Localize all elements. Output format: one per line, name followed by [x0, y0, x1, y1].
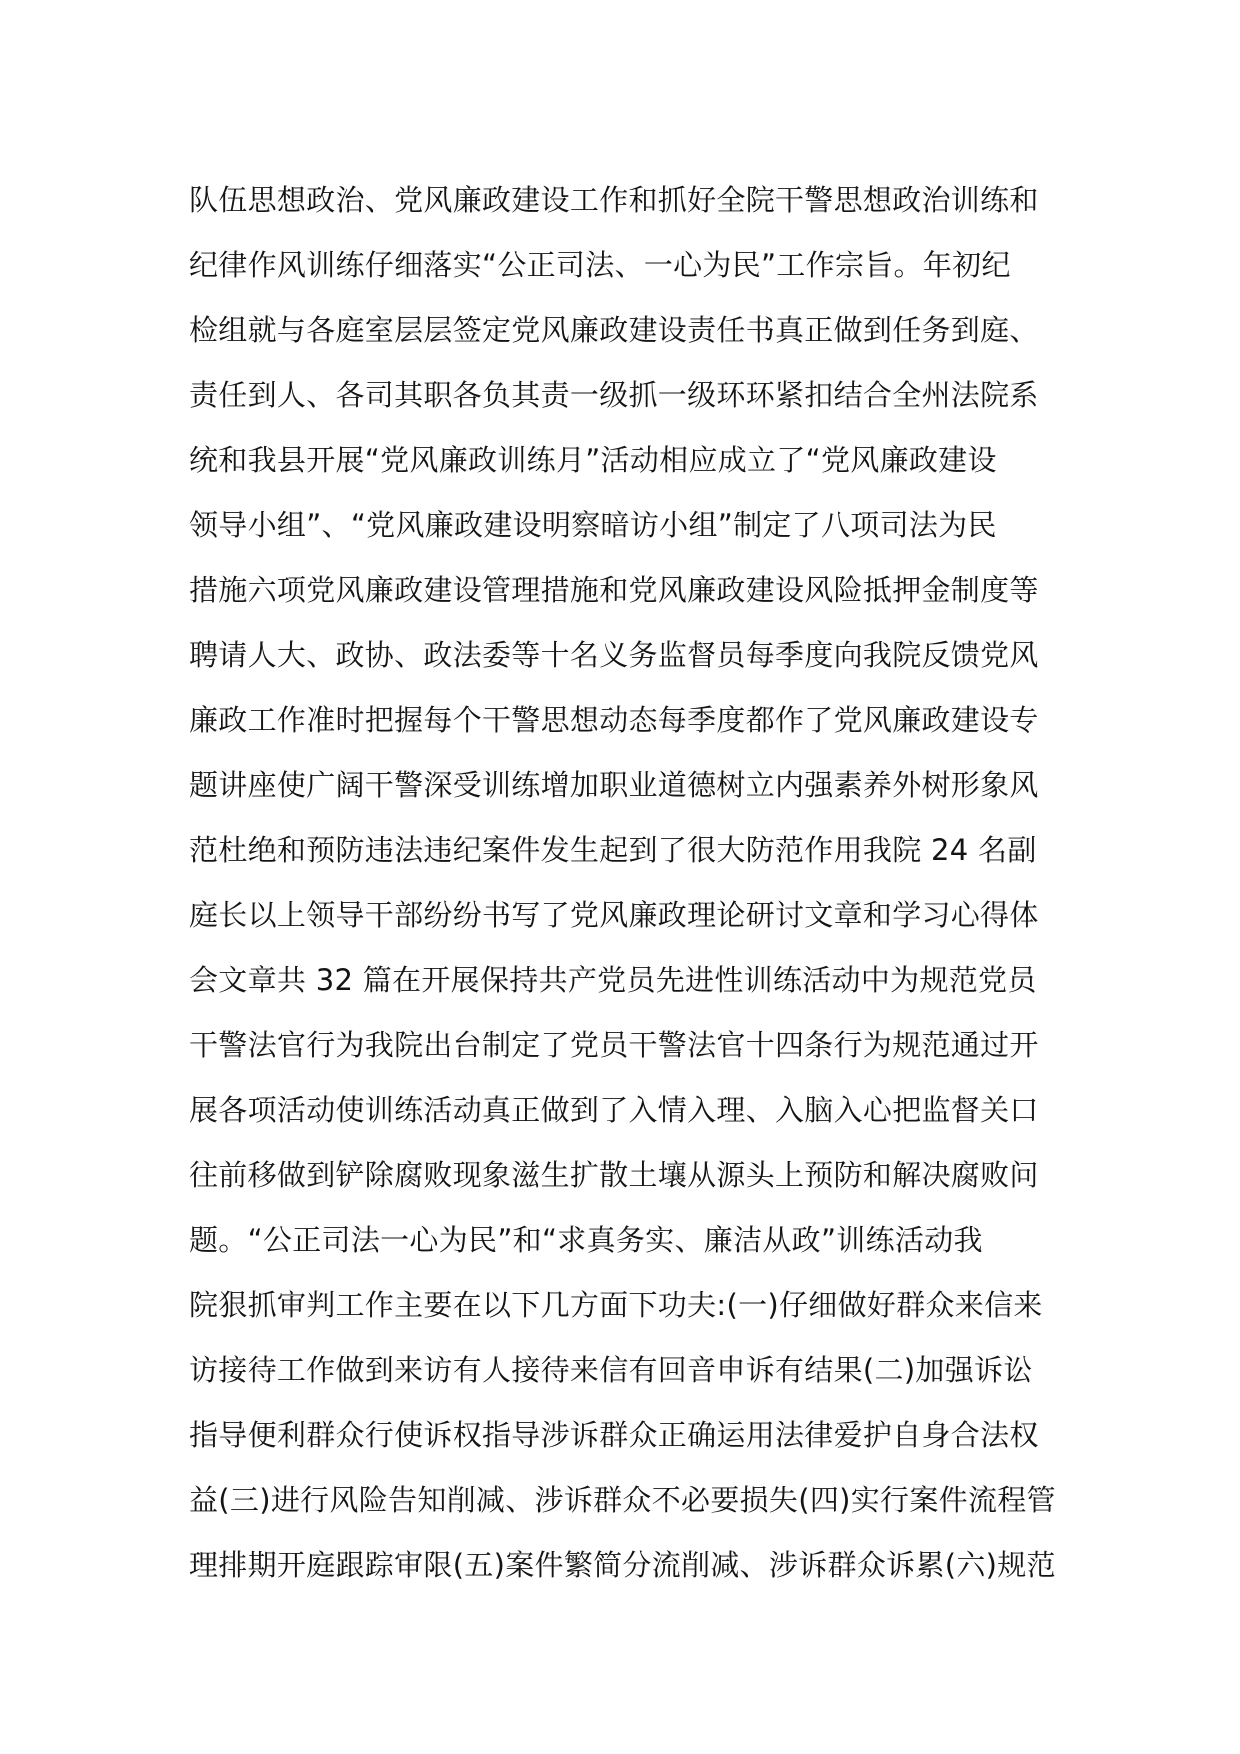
text-line: 领导小组”、“党风廉政建设明察暗访小组”制定了八项司法为民	[189, 508, 997, 542]
text-line: 队伍思想政治、党风廉政建设工作和抓好全院干警思想政治训练和	[189, 183, 1039, 217]
text-line: 指导便利群众行使诉权指导涉诉群众正确运用法律爱护自身合法权	[189, 1418, 1039, 1452]
text-line: 展各项活动使训练活动真正做到了入情入理、入脑入心把监督关口	[189, 1093, 1039, 1127]
text-line: 纪律作风训练仔细落实“公正司法、一心为民”工作宗旨。年初纪	[189, 248, 1011, 282]
text-line: 干警法官行为我院出台制定了党员干警法官十四条行为规范通过开	[189, 1028, 1039, 1062]
text-line: 廉政工作准时把握每个干警思想动态每季度都作了党风廉政建设专	[189, 703, 1039, 737]
text-line: 措施六项党风廉政建设管理措施和党风廉政建设风险抵押金制度等	[189, 573, 1039, 607]
text-line: 统和我县开展“党风廉政训练月”活动相应成立了“党风廉政建设	[189, 443, 997, 477]
text-line: 题。“公正司法一心为民”和“求真务实、廉洁从政”训练活动我	[189, 1223, 983, 1257]
body-text	[189, 168, 1069, 1598]
text-line: 聘请人大、政协、政法委等十名义务监督员每季度向我院反馈党风	[189, 638, 1039, 672]
text-line: 范杜绝和预防违法违纪案件发生起到了很大防范作用我院 24 名副	[189, 833, 1037, 867]
text-line: 会文章共 32 篇在开展保持共产党员先进性训练活动中为规范党员	[189, 963, 1037, 997]
text-line: 往前移做到铲除腐败现象滋生扩散土壤从源头上预防和解决腐败问	[189, 1158, 1039, 1192]
text-line: 责任到人、各司其职各负其责一级抓一级环环紧扣结合全州法院系	[189, 378, 1039, 412]
text-line: 理排期开庭跟踪审限(五)案件繁简分流削减、涉诉群众诉累(六)规范	[189, 1548, 1056, 1582]
text-line: 题讲座使广阔干警深受训练增加职业道德树立内强素养外树形象风	[189, 768, 1039, 802]
text-line: 庭长以上领导干部纷纷书写了党风廉政理论研讨文章和学习心得体	[189, 898, 1039, 932]
text-line: 院狠抓审判工作主要在以下几方面下功夫:(一)仔细做好群众来信来	[189, 1288, 1043, 1322]
text-line: 访接待工作做到来访有人接待来信有回音申诉有结果(二)加强诉讼	[189, 1353, 1033, 1387]
text-line: 益(三)进行风险告知削减、涉诉群众不必要损失(四)实行案件流程管	[189, 1483, 1056, 1517]
text-line: 检组就与各庭室层层签定党风廉政建设责任书真正做到任务到庭、	[189, 313, 1039, 347]
